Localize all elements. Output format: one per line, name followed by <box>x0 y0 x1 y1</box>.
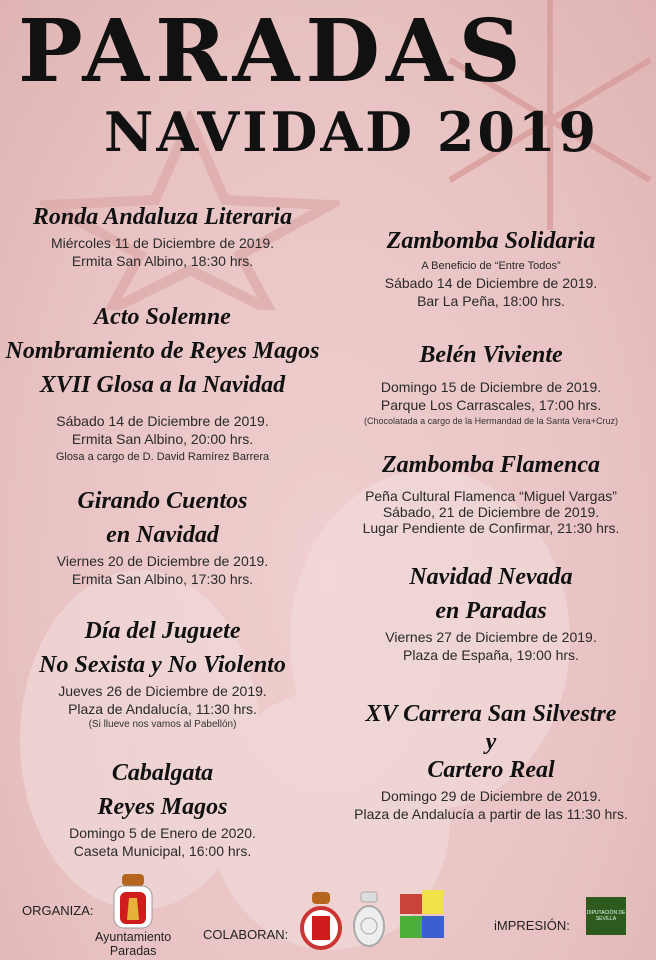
ayuntamiento-label <box>95 930 171 958</box>
colaboran-label: COLABORAN: <box>203 927 289 942</box>
impresion-label: iMPRESIÓN: <box>494 918 570 933</box>
event-dia-juguete <box>0 614 325 732</box>
event-title: Nombramiento de Reyes Magos <box>5 338 320 364</box>
event-san-silvestre <box>328 697 654 823</box>
event-pre: A Beneficio de “Entre Todos” <box>421 260 561 272</box>
event-date: Domingo 15 de Diciembre de 2019. <box>380 379 602 395</box>
event-title: Ronda Andaluza Literaria <box>32 204 293 230</box>
poster-subtitle: NAVIDAD 2019 <box>104 100 600 164</box>
event-date: Jueves 26 de Diciembre de 2019. <box>58 683 267 699</box>
organiza-label: ORGANIZA: <box>22 903 94 918</box>
event-date: Viernes 20 de Diciembre de 2019. <box>56 553 269 569</box>
event-date: Domingo 5 de Enero de 2020. <box>69 825 256 841</box>
event-place: Plaza de España, 19:00 hrs. <box>403 647 579 663</box>
right-column <box>328 0 654 960</box>
event-acto-solemne <box>0 300 325 466</box>
event-place: Ermita San Albino, 20:00 hrs. <box>71 431 254 447</box>
event-date: Domingo 29 de Diciembre de 2019. <box>380 788 602 804</box>
event-title: No Sexista y No Violento <box>39 652 286 678</box>
event-place: Ermita San Albino, 18:30 hrs. <box>71 253 254 269</box>
event-zambomba-flamenca <box>328 448 654 536</box>
event-title: XVII Glosa a la Navidad <box>39 372 286 398</box>
ayuntamiento-crest-icon <box>110 872 156 930</box>
event-date: Sábado 14 de Diciembre de 2019. <box>384 275 598 291</box>
event-place: Plaza de Andalucía, 11:30 hrs. <box>68 701 257 717</box>
event-title: Zambomba Flamenca <box>382 452 600 478</box>
event-place: Bar La Peña, 18:00 hrs. <box>417 293 565 309</box>
puzzle-pieces-logo-icon <box>398 888 448 942</box>
event-title: Acto Solemne <box>94 304 231 330</box>
event-note: Glosa a cargo de D. David Ramírez Barrera <box>55 451 270 463</box>
diputacion-sevilla-logo <box>586 897 626 935</box>
event-title: Zambomba Solidaria <box>386 228 596 254</box>
event-zambomba-solidaria <box>328 224 654 310</box>
event-title: Navidad Nevada <box>409 564 573 590</box>
event-girando-cuentos <box>0 484 325 588</box>
event-title: Reyes Magos <box>97 794 228 820</box>
left-column <box>0 0 325 960</box>
event-date: Viernes 27 de Diciembre de 2019. <box>385 629 597 645</box>
event-date: Sábado, 21 de Diciembre de 2019. <box>382 504 600 520</box>
event-title: Cartero Real <box>427 757 555 783</box>
event-title: Día del Juguete <box>84 618 241 644</box>
event-note: (Chocolatada a cargo de la Hermandad de la Santa Vera+Cruz) <box>364 416 618 426</box>
event-place: Plaza de Andalucía a partir de las 11:30 hrs. <box>354 806 628 822</box>
poster-title: PARADAS <box>18 1 527 102</box>
ayuntamiento-line1: Ayuntamiento <box>95 930 172 944</box>
event-ronda-andaluza <box>0 200 325 270</box>
hermandad-crest-icon <box>300 890 342 950</box>
diputacion-logo-text: DIPUTACIÓN DE SEVILLA <box>586 910 626 922</box>
event-title: XV Carrera San Silvestre <box>365 701 617 727</box>
event-title: Cabalgata <box>111 760 214 786</box>
event-place: Lugar Pendiente de Confirmar, 21:30 hrs. <box>362 520 620 536</box>
parroquia-crest-icon <box>352 890 386 948</box>
event-organizer: Peña Cultural Flamenca “Miguel Vargas” <box>365 488 617 504</box>
event-title: en Navidad <box>106 522 219 548</box>
event-place: Caseta Municipal, 16:00 hrs. <box>73 843 252 859</box>
event-title: Belén Viviente <box>419 342 563 368</box>
event-title: en Paradas <box>435 598 547 624</box>
event-date: Miércoles 11 de Diciembre de 2019. <box>50 235 275 251</box>
event-title: Girando Cuentos <box>77 488 248 514</box>
event-note: (Si llueve nos vamos al Pabellón) <box>88 719 237 730</box>
event-place: Parque Los Carrascales, 17:00 hrs. <box>380 397 602 413</box>
ayuntamiento-line2: Paradas <box>109 944 157 958</box>
event-place: Ermita San Albino, 17:30 hrs. <box>71 571 254 587</box>
event-title: y <box>485 729 497 755</box>
event-cabalgata <box>0 756 325 860</box>
event-belen-viviente <box>328 338 654 428</box>
event-navidad-nevada <box>328 560 654 664</box>
event-date: Sábado 14 de Diciembre de 2019. <box>56 413 269 429</box>
